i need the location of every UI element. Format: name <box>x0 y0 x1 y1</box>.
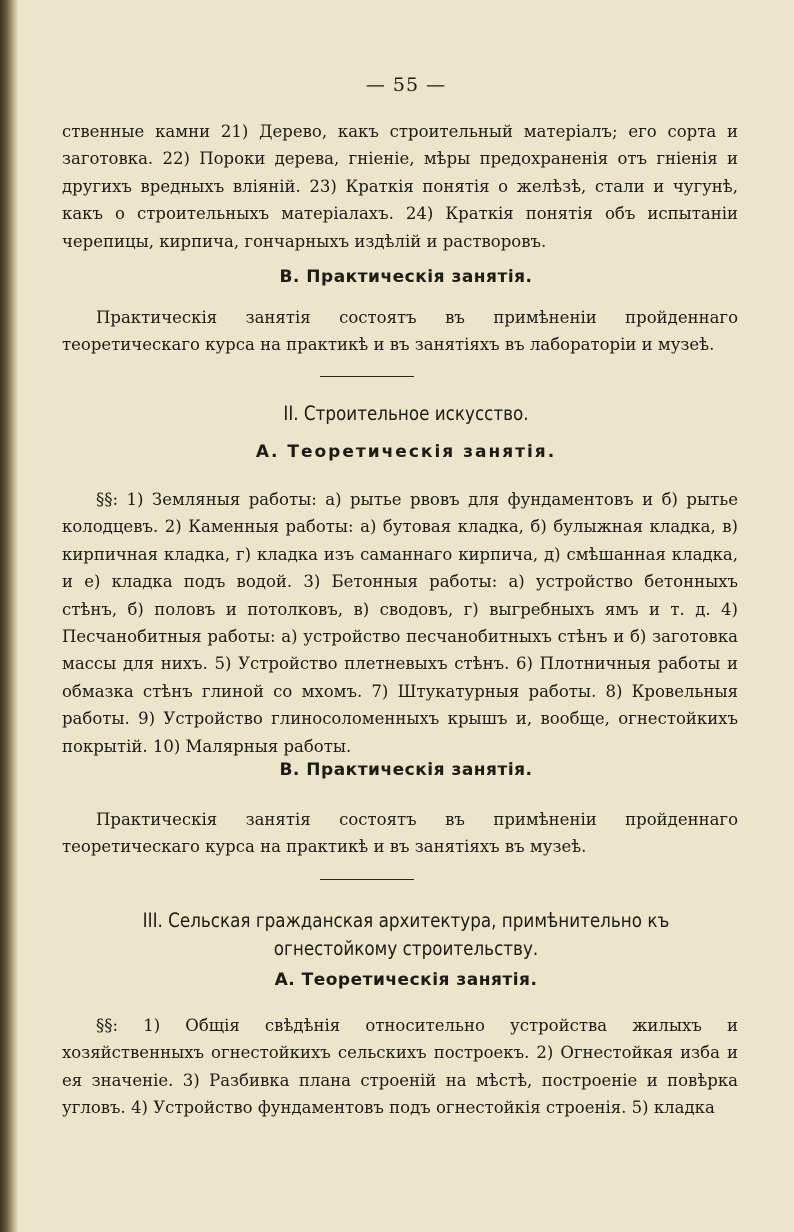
theory-paragraph-2: §§: 1) Земляныя работы: а) рытье рвовъ для фундаментовъ и б) рытье колодцевъ. 2) Каменныя работы: а) бутовая кладка, б) булыжная кладка, в) кирпичная кладка, г) кладка изъ саманнаго кирпича, д) смѣшанная кладка, и е) кладка подъ водой. 3) Бетонныя работы: а) устройство бетонныхъ стѣнъ, б) половъ и потолковъ, в) сводовъ, г) выгребныхъ ямъ и т. д. 4) Песчанобитныя работы: а) устройство песчанобитныхъ стѣнъ и б) заготовка массы для нихъ. 5) Устройство плетневыхъ стѣнъ. 6) Плотничныя работы и обмазка стѣнъ глиной со мхомъ. 7) Штукатурныя работы. 8) Кровельныя работы. 9) Устройство глиносоломенныхъ крышъ и, вообще, огнестойкихъ покрытій. 10) Малярныя работы. <box>62 490 738 756</box>
heading-practical-1: В. Практическія занятія. <box>279 267 533 287</box>
intro-paragraph: ственные камни 21) Дерево, какъ строительный матеріалъ; его сорта и заготовка. 22) Пороки дерева, гніеніе, мѣры предохраненія отъ гніенія и другихъ вредныхъ вліяній. 23) Краткія понятія о желѣзѣ, стали и чугунѣ, какъ о строительныхъ матеріалахъ. 24) Краткія понятія объ испытаніи черепицы, кирпича, гончарныхъ издѣлій и растворовъ. <box>62 122 738 251</box>
theory-paragraph-3: §§: 1) Общія свѣдѣнія относительно устройства жилыхъ и хозяйственныхъ огнестойкихъ сельскихъ построекъ. 2) Огнестойкая изба и ея значеніе. 3) Разбивка плана строеній на мѣстѣ, построеніе и повѣрка угловъ. 4) Устройство фундаментовъ подъ огнестойкія строенія. 5) кладка <box>62 1016 738 1118</box>
document-page <box>18 0 794 1232</box>
section-3-title: III. Сельская гражданская архитектура, примѣнительно къ огнестойкому строительству. <box>142 909 670 960</box>
section-divider-1 <box>320 376 414 377</box>
practical-paragraph-1: Практическія занятія состоятъ въ примѣненіи пройденнаго теоретическаго курса на практикѣ и въ занятіяхъ въ лабораторіи и музеѣ. <box>62 308 738 355</box>
heading-theory-2: А. Теоретическія занятія. <box>255 442 557 462</box>
section-divider-2 <box>320 879 414 880</box>
practical-paragraph-2: Практическія занятія состоятъ въ примѣненіи пройденнаго теоретическаго курса на практикѣ и въ занятіяхъ въ музеѣ. <box>62 810 738 857</box>
section-2-title: II. Строительное искусство. <box>283 402 529 425</box>
page-number: — 55 — <box>365 74 447 96</box>
heading-practical-2: В. Практическія занятія. <box>279 760 533 780</box>
book-binding-edge <box>0 0 18 1232</box>
heading-theory-3: А. Теоретическія занятія. <box>274 970 538 990</box>
